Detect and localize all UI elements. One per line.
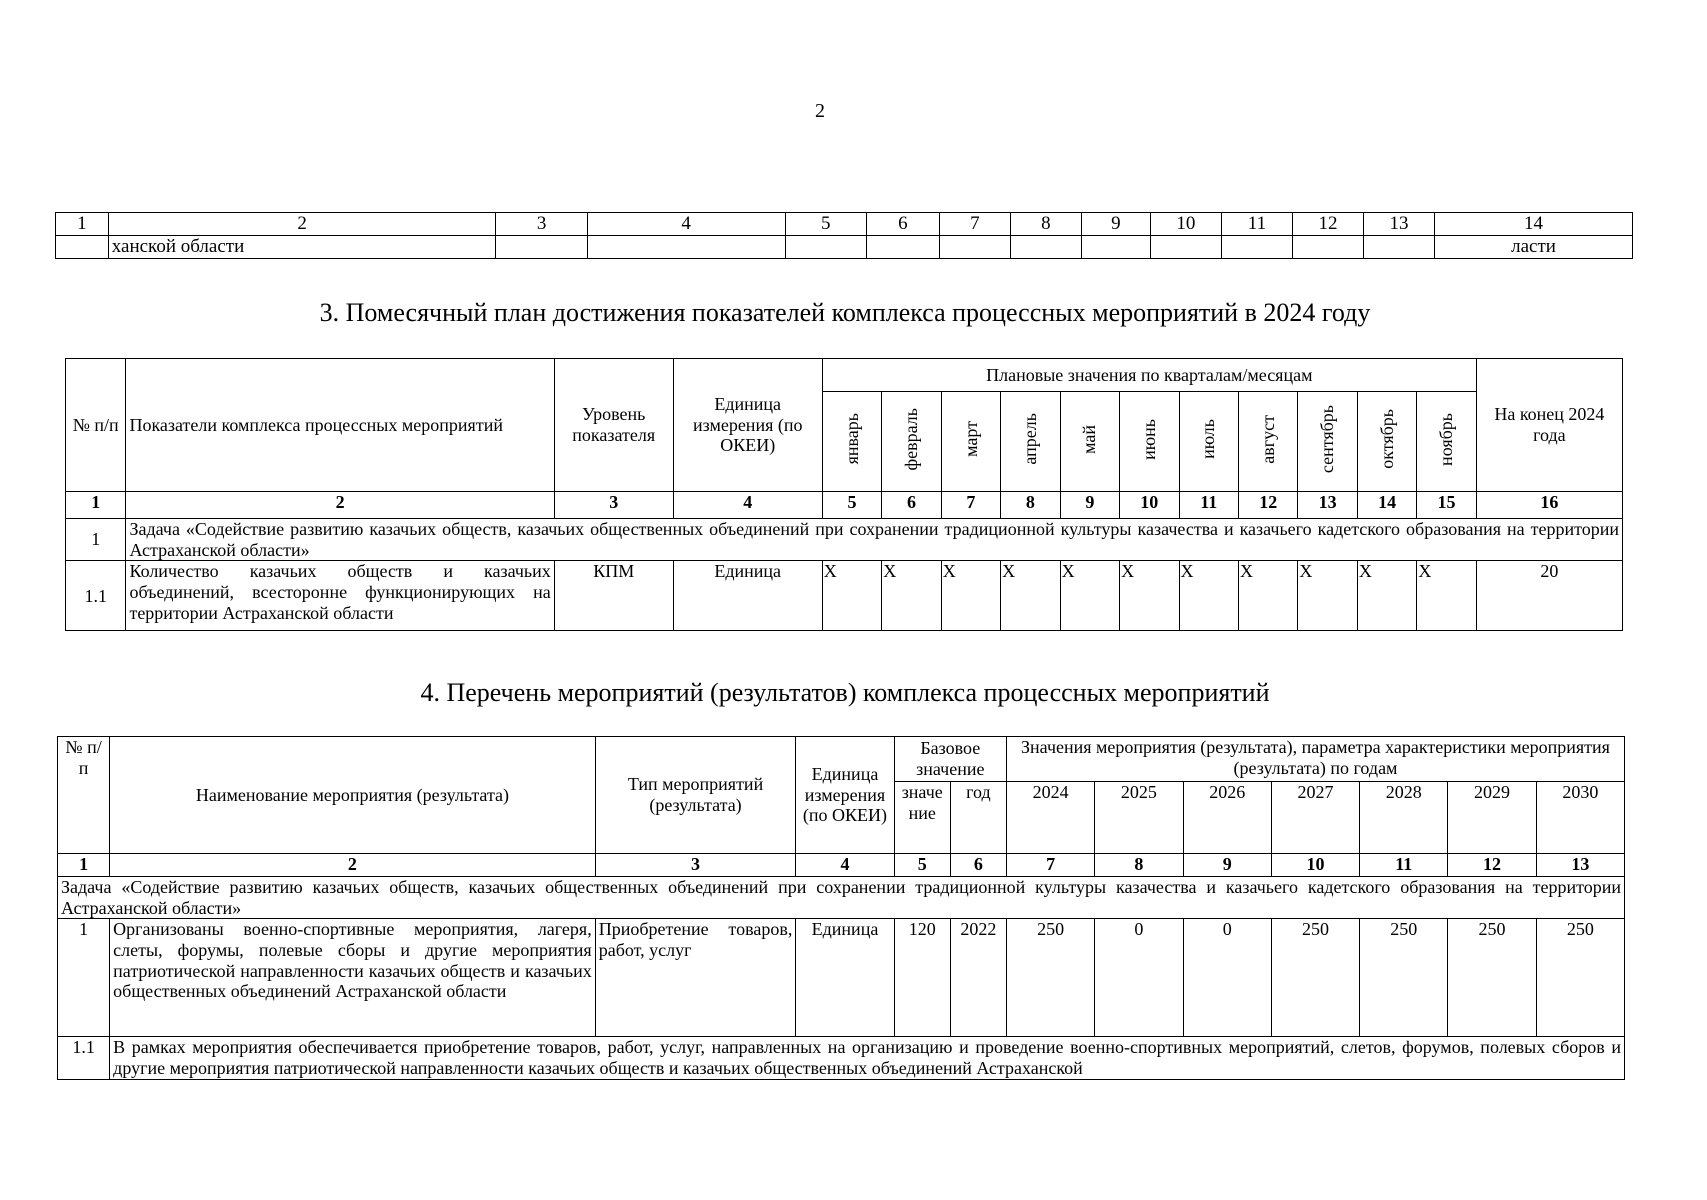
name-fragment: ханской области xyxy=(108,236,496,259)
year-value: 0 xyxy=(1095,919,1183,1037)
header-year: 2029 xyxy=(1448,782,1536,854)
column-number: 4 xyxy=(587,213,785,236)
row-num: 1 xyxy=(58,919,110,1037)
column-number: 2 xyxy=(108,213,496,236)
column-number: 1 xyxy=(58,854,110,877)
header-name: Наименование мероприятия (результата) xyxy=(110,737,596,854)
column-number: 5 xyxy=(894,854,950,877)
continuation-table xyxy=(55,212,1633,259)
month-value: X xyxy=(1417,561,1476,631)
header-planned: Плановые значения по кварталам/месяцам xyxy=(822,359,1476,392)
column-number: 11 xyxy=(1179,492,1238,519)
column-number: 7 xyxy=(941,492,1000,519)
column-number: 1 xyxy=(56,213,109,236)
column-number: 4 xyxy=(796,854,894,877)
task-num: 1 xyxy=(66,519,126,561)
column-number: 10 xyxy=(1150,213,1221,236)
column-number: 10 xyxy=(1120,492,1179,519)
month-value: X xyxy=(822,561,881,631)
task-text: Задача «Содействие развитию казачьих обществ, казачьих общественных объединений при сохранении традиционной культуры казачества и казачьего кадетского образования на территории Астраханской области» xyxy=(58,877,1625,919)
header-month: март xyxy=(941,392,1000,492)
indicator-name: Количество казачьих обществ и казачьих объединений, всесторонне функционирующих на территории Астраханской области xyxy=(126,561,554,631)
activities-table xyxy=(57,736,1625,1080)
month-value: X xyxy=(1298,561,1357,631)
page-number: 2 xyxy=(815,100,825,122)
header-level: Уровень показателя xyxy=(554,359,673,492)
month-value: X xyxy=(941,561,1000,631)
month-value: X xyxy=(1060,561,1119,631)
column-number: 14 xyxy=(1357,492,1416,519)
task-row xyxy=(66,519,1623,561)
table-row xyxy=(58,919,1625,1037)
column-number: 6 xyxy=(866,213,939,236)
row-num: 1.1 xyxy=(66,561,126,631)
year-value: 250 xyxy=(1006,919,1094,1037)
activity-description: В рамках мероприятия обеспечивается приобретение товаров, работ, услуг, направленных на организацию и проведение военно-спортивных мероприятий, слетов, форумов, полевых сборов и другие мероприятия патриотической направленности казачьих обществ и казачьих общественных объединений Астраханской xyxy=(110,1037,1625,1079)
column-number: 5 xyxy=(785,213,866,236)
header-base-year: год xyxy=(950,782,1006,854)
task-row xyxy=(58,877,1625,919)
header-type: Тип мероприятий (результата) xyxy=(595,737,796,854)
column-number: 7 xyxy=(939,213,1010,236)
header-num: № п/п xyxy=(66,359,126,492)
month-value: X xyxy=(1357,561,1416,631)
table-row xyxy=(58,1037,1625,1079)
indicator-level: КПМ xyxy=(554,561,673,631)
column-number: 6 xyxy=(950,854,1006,877)
task-text: Задача «Содействие развитию казачьих обществ, казачьих общественных объединений при сохранении традиционной культуры казачества и казачьего кадетского образования на территории Астраханской области» xyxy=(126,519,1623,561)
header-base: Базовое значение xyxy=(894,737,1006,782)
header-month: июль xyxy=(1179,392,1238,492)
year-value: 250 xyxy=(1360,919,1448,1037)
column-number: 13 xyxy=(1536,854,1624,877)
header-year: 2026 xyxy=(1183,782,1271,854)
activity-name: Организованы военно-спортивные мероприятия, лагеря, слеты, форумы, полевые сборы и другие мероприятия патриотической направленности казачьих обществ и казачьих общественных объединений Астраханской области xyxy=(110,919,596,1037)
month-value: X xyxy=(1179,561,1238,631)
column-number-row xyxy=(66,492,1623,519)
header-base-value: значение xyxy=(894,782,950,854)
indicator-unit: Единица xyxy=(673,561,822,631)
row-num: 1.1 xyxy=(58,1037,110,1079)
column-number: 12 xyxy=(1292,213,1363,236)
column-number: 13 xyxy=(1364,213,1435,236)
header-unit: Единица измерения (по ОКЕИ) xyxy=(673,359,822,492)
column-number: 15 xyxy=(1417,492,1476,519)
activity-unit: Единица xyxy=(796,919,894,1037)
column-number: 8 xyxy=(1095,854,1183,877)
base-value: 120 xyxy=(894,919,950,1037)
column-number: 14 xyxy=(1435,213,1633,236)
column-number: 9 xyxy=(1183,854,1271,877)
column-number: 3 xyxy=(554,492,673,519)
column-number-row xyxy=(56,213,1633,236)
column-number: 13 xyxy=(1298,492,1357,519)
column-number: 3 xyxy=(595,854,796,877)
column-number: 8 xyxy=(1010,213,1081,236)
header-num: № п/п xyxy=(58,737,110,854)
year-value: 250 xyxy=(1448,919,1536,1037)
column-number: 9 xyxy=(1081,213,1150,236)
column-number: 11 xyxy=(1360,854,1448,877)
column-number: 8 xyxy=(1001,492,1060,519)
month-value: X xyxy=(1001,561,1060,631)
end-fragment: ласти xyxy=(1435,236,1633,259)
column-number: 6 xyxy=(882,492,941,519)
month-value: X xyxy=(1120,561,1179,631)
header-year: 2030 xyxy=(1536,782,1624,854)
section3-title: 3. Помесячный план достижения показателей комплекса процессных мероприятий в 2024 году xyxy=(319,298,1371,327)
month-value: X xyxy=(1238,561,1297,631)
year-value: 250 xyxy=(1536,919,1624,1037)
table-row xyxy=(66,561,1623,631)
column-number: 7 xyxy=(1006,854,1094,877)
header-unit: Единица измерения (по ОКЕИ) xyxy=(796,737,894,854)
column-number: 4 xyxy=(673,492,822,519)
header-month: май xyxy=(1060,392,1119,492)
header-end: На конец 2024 года xyxy=(1476,359,1622,492)
monthly-plan-table xyxy=(65,358,1623,631)
header-month: январь xyxy=(822,392,881,492)
column-number: 1 xyxy=(66,492,126,519)
end-value: 20 xyxy=(1476,561,1622,631)
header-month: август xyxy=(1238,392,1297,492)
header-month: сентябрь xyxy=(1298,392,1357,492)
header-indicator: Показатели комплекса процессных мероприятий xyxy=(126,359,554,492)
header-values: Значения мероприятия (результата), параметра характеристики мероприятия (результата) по годам xyxy=(1006,737,1624,782)
column-number: 12 xyxy=(1448,854,1536,877)
column-number: 9 xyxy=(1060,492,1119,519)
column-number: 11 xyxy=(1221,213,1292,236)
header-month: апрель xyxy=(1001,392,1060,492)
header-month: октябрь xyxy=(1357,392,1416,492)
column-number: 12 xyxy=(1238,492,1297,519)
column-number: 2 xyxy=(126,492,554,519)
month-value: X xyxy=(882,561,941,631)
header-month: февраль xyxy=(882,392,941,492)
header-month: июнь xyxy=(1120,392,1179,492)
base-year: 2022 xyxy=(950,919,1006,1037)
section4-title: 4. Перечень мероприятий (результатов) комплекса процессных мероприятий xyxy=(420,678,1270,707)
table-row xyxy=(56,236,1633,259)
column-number: 2 xyxy=(110,854,596,877)
year-value: 250 xyxy=(1271,919,1359,1037)
column-number: 3 xyxy=(496,213,587,236)
header-year: 2028 xyxy=(1360,782,1448,854)
column-number-row xyxy=(58,854,1625,877)
year-value: 0 xyxy=(1183,919,1271,1037)
column-number: 5 xyxy=(822,492,881,519)
activity-type: Приобретение товаров, работ, услуг xyxy=(595,919,796,1037)
header-year: 2024 xyxy=(1006,782,1094,854)
header-month: ноябрь xyxy=(1417,392,1476,492)
column-number: 16 xyxy=(1476,492,1622,519)
header-year: 2027 xyxy=(1271,782,1359,854)
header-year: 2025 xyxy=(1095,782,1183,854)
column-number: 10 xyxy=(1271,854,1359,877)
